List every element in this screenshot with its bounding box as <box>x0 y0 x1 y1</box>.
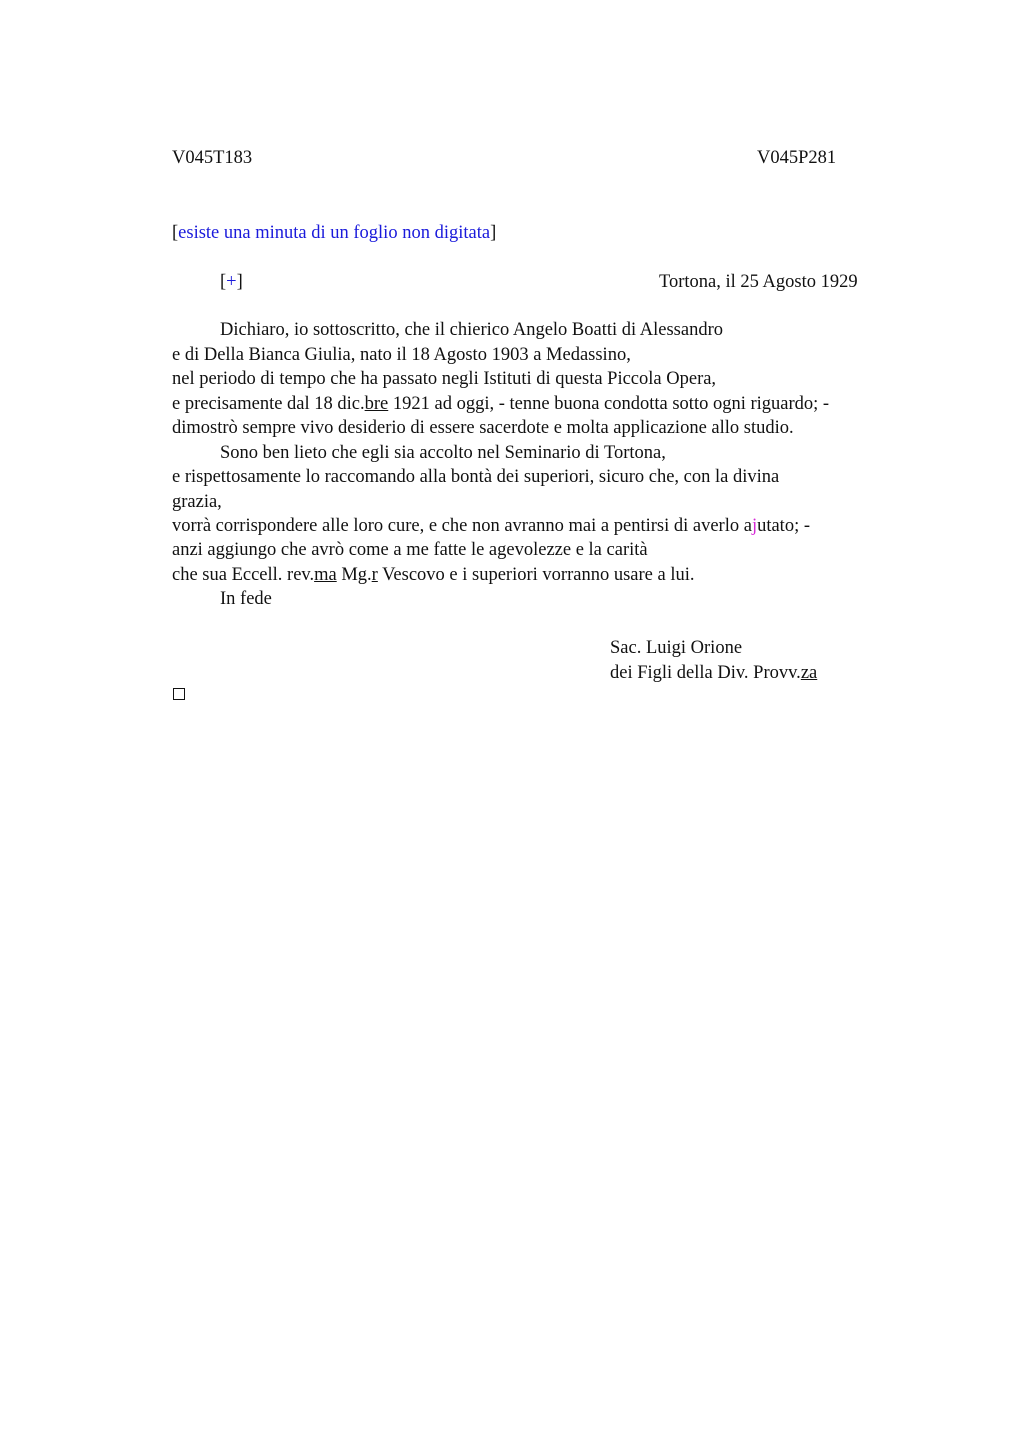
cross-close-bracket: ] <box>236 272 243 292</box>
body-line-11-c: Vescovo e i superiori vorranno usare a lui. <box>377 565 695 585</box>
body-line-4 <box>172 392 829 416</box>
signature-title-a: dei Figli della Div. Provv. <box>610 663 801 683</box>
highlighted-letter: j <box>751 516 758 536</box>
abbr-za: za <box>800 663 818 683</box>
cross-marker <box>220 270 243 294</box>
abbr-ma: ma <box>314 565 337 585</box>
abbr-bre: bre <box>364 394 389 414</box>
body-line-9-a: vorrà corrispondere alle loro cure, e che non avranno mai a pentirsi di averlo a <box>172 516 752 536</box>
document-code-left: V045T183 <box>172 148 253 168</box>
note-link[interactable]: esiste una minuta di un foglio non digitata <box>178 223 491 243</box>
body-line-11-a: che sua Eccell. rev. <box>172 565 315 585</box>
document-code-right: V045P281 <box>757 148 837 168</box>
end-marker-box <box>173 688 185 700</box>
body-line-9-b: utato; - <box>757 516 810 536</box>
closing-in-fede: In fede <box>220 589 272 609</box>
body-line-3: nel periodo di tempo che ha passato negli Istituti di questa Piccola Opera, <box>172 369 717 389</box>
cross-link[interactable]: + <box>226 272 237 292</box>
body-line-4-a: e precisamente dal 18 dic. <box>172 394 365 414</box>
body-line-4-b: 1921 ad oggi, - tenne buona condotta sotto ogni riguardo; - <box>388 394 830 414</box>
body-line-2: e di Della Bianca Giulia, nato il 18 Agosto 1903 a Medassino, <box>172 345 631 365</box>
body-line-6: Sono ben lieto che egli sia accolto nel Seminario di Tortona, <box>220 443 666 463</box>
body-line-1: Dichiaro, io sottoscritto, che il chierico Angelo Boatti di Alessandro <box>220 320 723 340</box>
body-line-9 <box>172 514 810 538</box>
note-open-bracket: [ <box>172 223 179 243</box>
signature-name: Sac. Luigi Orione <box>610 638 743 658</box>
editorial-note <box>172 221 496 245</box>
body-line-7: e rispettosamente lo raccomando alla bontà dei superiori, sicuro che, con la divina <box>172 467 780 487</box>
body-line-8: grazia, <box>172 492 222 512</box>
body-line-10: anzi aggiungo che avrò come a me fatte le agevolezze e la carità <box>172 540 648 560</box>
signature-title <box>610 661 817 685</box>
body-line-11-b: Mg. <box>336 565 372 585</box>
abbr-r: r <box>371 565 378 585</box>
cross-open-bracket: [ <box>220 272 227 292</box>
body-line-5: dimostrò sempre vivo desiderio di essere sacerdote e molta applicazione allo studio. <box>172 418 794 438</box>
place-date: Tortona, il 25 Agosto 1929 <box>659 272 858 292</box>
note-close-bracket: ] <box>490 223 497 243</box>
body-line-11 <box>172 563 694 587</box>
